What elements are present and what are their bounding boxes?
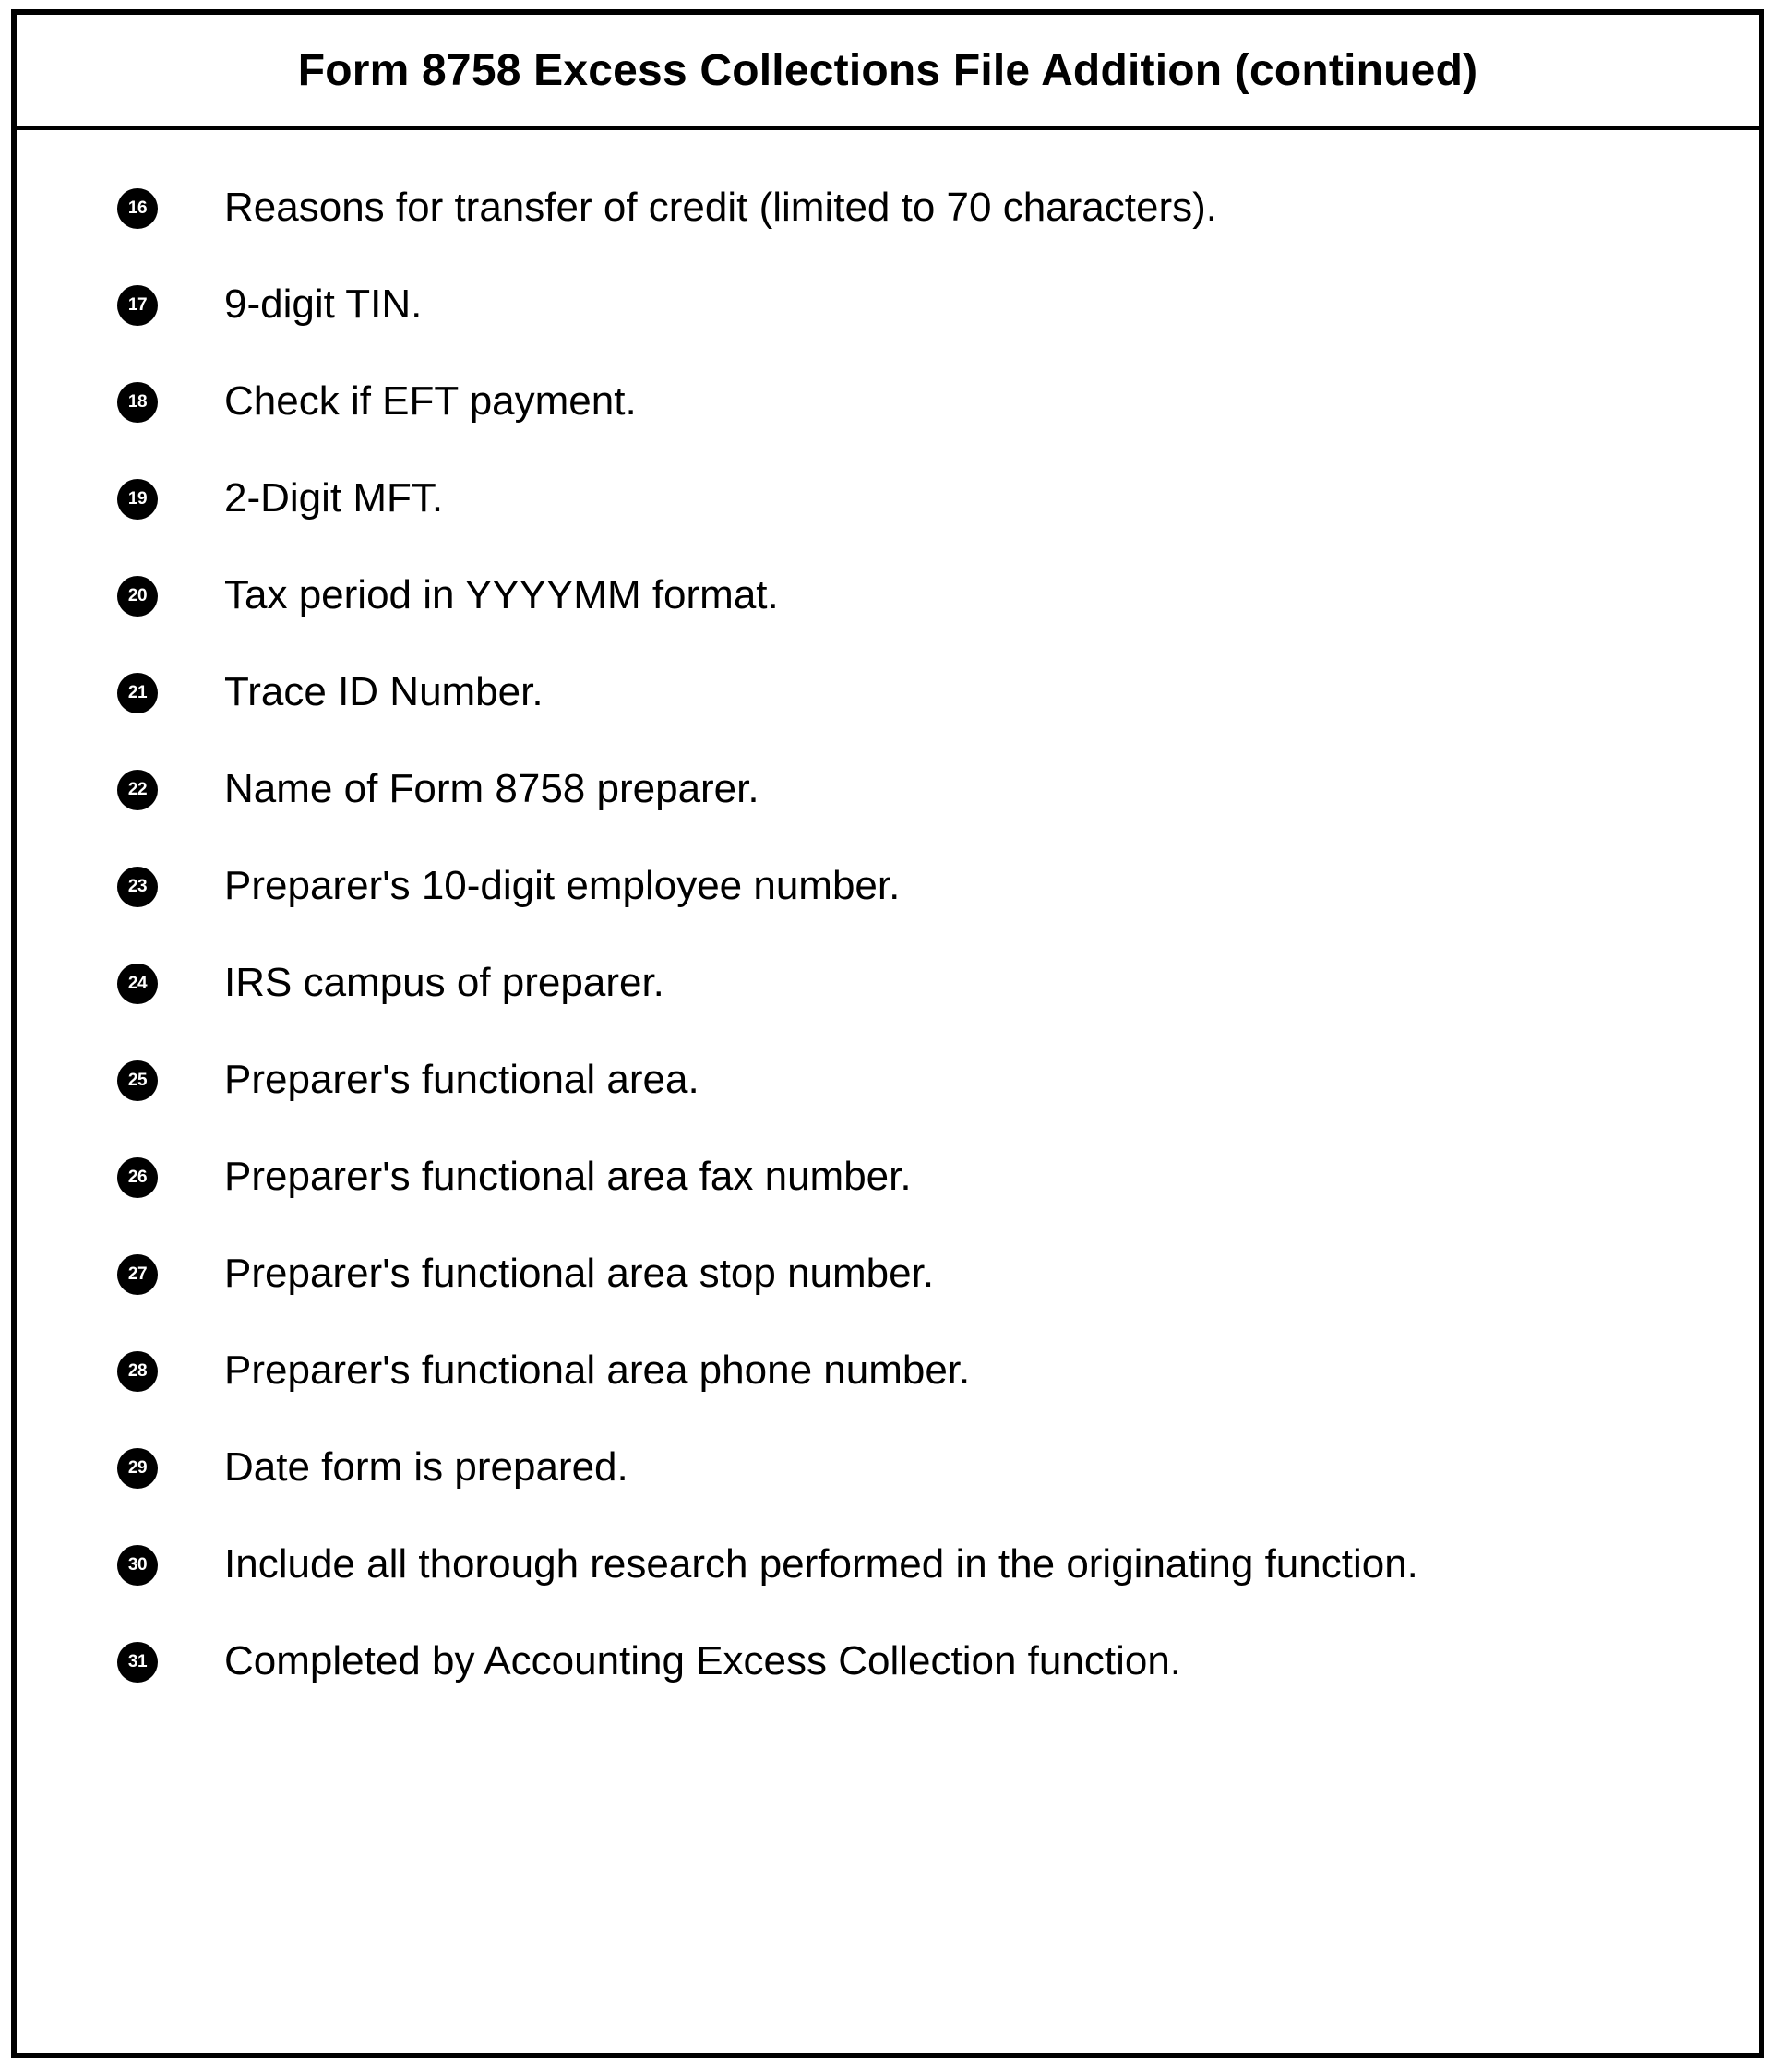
item-text: Include all thorough research performed in the originating function. bbox=[224, 1541, 1418, 1587]
item-number-badge: 16 bbox=[117, 188, 158, 229]
item-text: Tax period in YYYYMM format. bbox=[224, 572, 779, 617]
list-item bbox=[17, 756, 1759, 853]
list-item bbox=[17, 465, 1759, 562]
page-title: Form 8758 Excess Collections File Addition (continued) bbox=[297, 45, 1478, 95]
item-text: Preparer's 10-digit employee number. bbox=[224, 863, 901, 908]
item-text: 2-Digit MFT. bbox=[224, 475, 444, 521]
list-item bbox=[17, 368, 1759, 465]
item-number-badge: 25 bbox=[117, 1060, 158, 1101]
item-number-badge: 17 bbox=[117, 285, 158, 326]
list-item bbox=[17, 659, 1759, 756]
item-number-badge: 20 bbox=[117, 576, 158, 617]
item-text: Completed by Accounting Excess Collection function. bbox=[224, 1638, 1182, 1683]
item-text: Reasons for transfer of credit (limited to 70 characters). bbox=[224, 185, 1217, 230]
list-item bbox=[17, 271, 1759, 368]
list-item bbox=[17, 1047, 1759, 1144]
item-number-badge: 26 bbox=[117, 1157, 158, 1198]
item-number-badge: 24 bbox=[117, 964, 158, 1004]
list-item bbox=[17, 1628, 1759, 1725]
item-number-badge: 19 bbox=[117, 479, 158, 520]
item-text: Name of Form 8758 preparer. bbox=[224, 766, 759, 811]
header-bar bbox=[17, 15, 1759, 130]
form-frame bbox=[11, 9, 1764, 2058]
list-item bbox=[17, 1144, 1759, 1240]
list-item bbox=[17, 853, 1759, 950]
item-text: Check if EFT payment. bbox=[224, 378, 637, 424]
list-item bbox=[17, 174, 1759, 271]
item-number-badge: 28 bbox=[117, 1351, 158, 1392]
item-number-badge: 21 bbox=[117, 673, 158, 713]
list-item bbox=[17, 562, 1759, 659]
item-text: Preparer's functional area phone number. bbox=[224, 1347, 971, 1393]
item-number-badge: 18 bbox=[117, 382, 158, 423]
item-number-badge: 31 bbox=[117, 1642, 158, 1683]
list-item bbox=[17, 1337, 1759, 1434]
item-number-badge: 27 bbox=[117, 1254, 158, 1295]
item-text: Preparer's functional area stop number. bbox=[224, 1251, 935, 1296]
list-item bbox=[17, 1240, 1759, 1337]
item-number-badge: 23 bbox=[117, 867, 158, 907]
item-number-badge: 29 bbox=[117, 1448, 158, 1489]
item-text: Preparer's functional area fax number. bbox=[224, 1154, 912, 1199]
item-text: IRS campus of preparer. bbox=[224, 960, 664, 1005]
list-item bbox=[17, 1531, 1759, 1628]
item-text: 9-digit TIN. bbox=[224, 281, 423, 327]
item-number-badge: 30 bbox=[117, 1545, 158, 1586]
list-item bbox=[17, 950, 1759, 1047]
item-text: Trace ID Number. bbox=[224, 669, 544, 714]
item-text: Preparer's functional area. bbox=[224, 1057, 699, 1102]
list-item bbox=[17, 1434, 1759, 1531]
item-number-badge: 22 bbox=[117, 770, 158, 810]
item-text: Date form is prepared. bbox=[224, 1444, 628, 1490]
